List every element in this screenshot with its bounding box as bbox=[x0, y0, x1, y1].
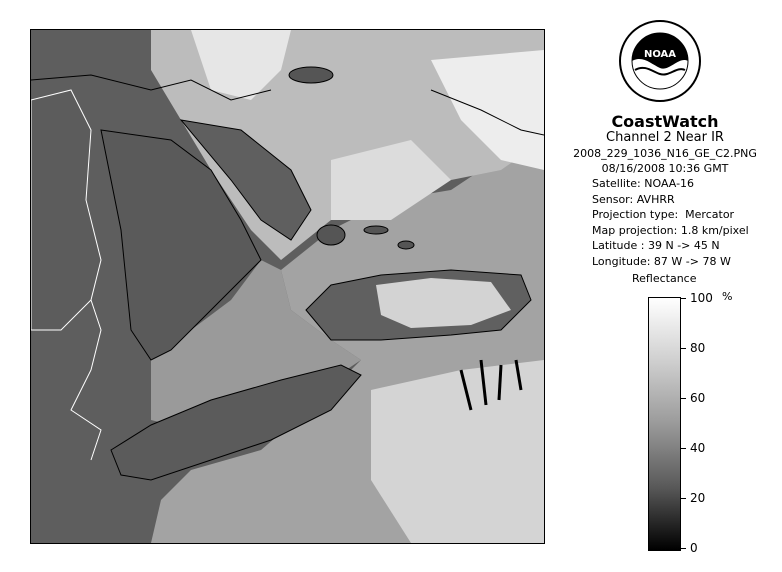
small-lake bbox=[317, 225, 345, 245]
metadata-projection-type: Projection type: Mercator bbox=[592, 208, 735, 222]
metadata-satellite: Satellite: NOAA-16 bbox=[592, 177, 695, 190]
colorbar bbox=[648, 297, 681, 551]
metadata-list bbox=[592, 176, 782, 270]
product-title: CoastWatch bbox=[611, 112, 719, 131]
colorbar-tick bbox=[680, 348, 686, 349]
metadata-map-projection: Map projection: 1.8 km/pixel bbox=[592, 223, 749, 237]
metadata-sensor: Sensor: AVHRR bbox=[592, 192, 675, 206]
colorbar-tick-label: 40 bbox=[690, 441, 706, 455]
colorbar-tick-label: 20 bbox=[690, 491, 706, 505]
noaa-logo-icon bbox=[619, 20, 701, 102]
cloud-patch bbox=[371, 360, 544, 543]
lake-michigan bbox=[31, 90, 101, 330]
colorbar-tick bbox=[680, 298, 686, 299]
colorbar-title: Reflectance bbox=[632, 272, 697, 285]
metadata-longitude: Longitude: 87 W -> 78 W bbox=[592, 254, 731, 268]
finger-lake bbox=[499, 365, 501, 400]
filename-label: 2008_229_1036_N16_GE_C2.PNG bbox=[573, 147, 757, 160]
metadata-latitude: Latitude : 39 N -> 45 N bbox=[592, 239, 720, 253]
colorbar-tick-label: 100 bbox=[690, 291, 713, 305]
small-lake bbox=[289, 67, 333, 83]
colorbar-tick-label: 60 bbox=[690, 391, 706, 405]
logo-text: NOAA bbox=[643, 49, 677, 60]
datetime-label: 08/16/2008 10:36 GMT bbox=[601, 162, 729, 175]
coastline bbox=[71, 300, 101, 460]
channel-label: Channel 2 Near IR bbox=[606, 130, 724, 145]
colorbar-unit: % bbox=[722, 290, 733, 303]
satellite-map bbox=[30, 29, 545, 544]
small-lake bbox=[398, 241, 414, 249]
small-lake bbox=[364, 226, 388, 234]
colorbar-tick bbox=[680, 448, 686, 449]
colorbar-tick-label: 0 bbox=[690, 541, 698, 555]
colorbar-tick bbox=[680, 398, 686, 399]
colorbar-tick bbox=[680, 498, 686, 499]
colorbar-tick bbox=[680, 548, 686, 549]
colorbar-tick-label: 80 bbox=[690, 341, 706, 355]
map-image bbox=[31, 30, 544, 543]
